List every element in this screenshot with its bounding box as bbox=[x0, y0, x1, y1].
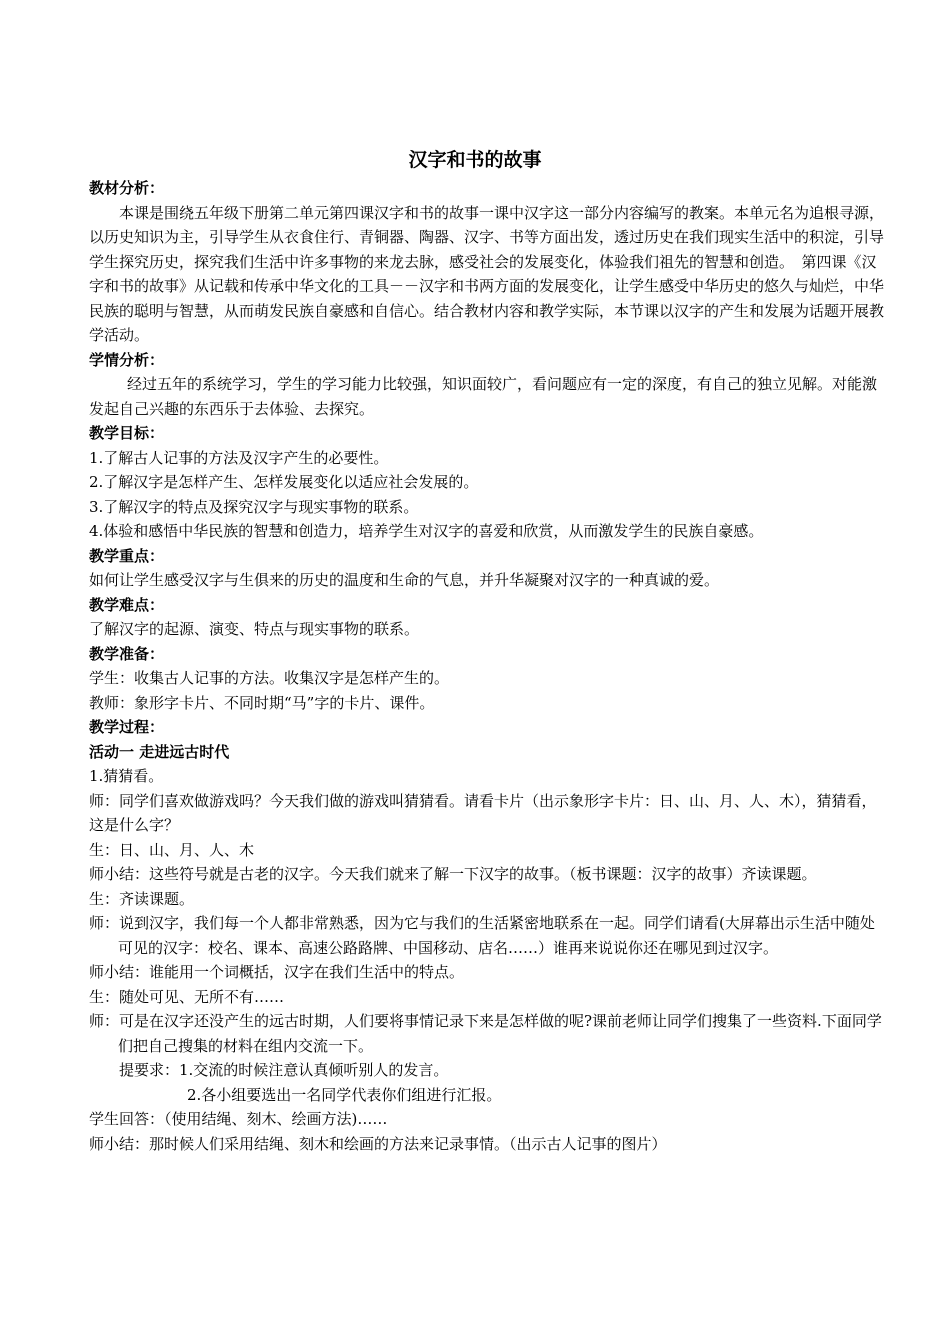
preparation-student: 学生：收集古人记事的方法。收集汉字是怎样产生的。 bbox=[89, 669, 450, 687]
analysis-heading: 教材分析： bbox=[89, 179, 165, 197]
difficulty-text: 了解汉字的起源、演变、特点与现实事物的联系。 bbox=[89, 620, 420, 638]
key-points-text: 如何让学生感受汉字与生俱来的历史的温度和生命的气息，并升华凝聚对汉字的一种真诚的爱。 bbox=[89, 571, 720, 589]
preparation-teacher: 教师：象形字卡片、不同时期“马”字的卡片、课件。 bbox=[89, 693, 435, 712]
analysis-paragraph: 本课是围绕五年级下册第二单元第四课汉字和书的故事一课中汉字这一部分内容编写的教案。本单元名为追根寻源，以历史知识为主，引导学生从衣食住行、青铜器、陶器、汉字、书等方面出发，透过历史在我们现实生活中的积淀，引导学生探究历史，探究我们生活中许多事物的来龙去脉，感受社会的发展变化，体验我们祖先的智慧和创造。 第四课《汉字和书的故事》从记载和传承中华文化的工具－－汉字和书两方面的发展变化，让学生感受中华历史的悠久与灿烂，中华民族的聪明与智慧，从而萌发民族自豪感和自信心。结合教材内容和教学实际，本节课以汉字的产生和发展为话题开展教学活动。 bbox=[89, 203, 885, 344]
process-line: 学生回答：（使用结绳、刻木、绘画方法)…… bbox=[89, 1110, 388, 1128]
goal-item: 2.了解汉字是怎样产生、怎样发展变化以适应社会发展的。 bbox=[89, 473, 479, 491]
document-title: 汉字和书的故事 bbox=[408, 149, 542, 171]
process-line: 生：日、山、月、人、木 bbox=[89, 840, 255, 859]
process-line: 提要求：1.交流的时候注意认真倾听别人的发言。 bbox=[119, 1061, 449, 1079]
student-analysis-paragraph: 经过五年的系统学习，学生的学习能力比较强，知识面较广，看问题应有一定的深度，有自己的独立见解。对能激发起自己兴趣的东西乐于去体验、去探究。 bbox=[89, 375, 878, 418]
process-line: 2.各小组要选出一名同学代表你们组进行汇报。 bbox=[187, 1085, 502, 1104]
process-line: 1.猜猜看。 bbox=[89, 767, 164, 785]
goal-item: 3.了解汉字的特点及探究汉字与现实事物的联系。 bbox=[89, 497, 419, 516]
process-line: 师小结：那时候人们采用结绳、刻木和绘画的方法来记录事情。（出示古人记事的图片） bbox=[89, 1134, 667, 1153]
process-line: 师小结：这些符号就是古老的汉字。今天我们就来了解一下汉字的故事。（板书课题：汉字的故事）齐读课题。 bbox=[89, 865, 817, 883]
process-line: 师小结：谁能用一个词概括，汉字在我们生活中的特点。 bbox=[89, 963, 465, 981]
process-heading: 教学过程： bbox=[89, 718, 165, 736]
process-line: 生：齐读课题。 bbox=[89, 889, 195, 908]
goal-item: 1.了解古人记事的方法及汉字产生的必要性。 bbox=[89, 448, 389, 467]
goals-heading: 教学目标： bbox=[89, 424, 165, 442]
student-analysis-heading: 学情分析： bbox=[89, 350, 165, 369]
goal-item: 4.体验和感悟中华民族的智慧和创造力，培养学生对汉字的喜爱和欣赏，从而激发学生的民族自豪感。 bbox=[89, 522, 764, 540]
document-body bbox=[89, 176, 889, 1156]
activity-heading: 活动一 走进远古时代 bbox=[89, 742, 230, 761]
process-line: 师：说到汉字，我们每一个人都非常熟悉，因为它与我们的生活紧密地联系在一起。同学们请看(大屏幕出示生活中随处可见的汉字：校名、课本、高速公路路牌、中国移动、店名……）谁再来说说你还在哪见到过汉字。 bbox=[89, 914, 875, 957]
process-line: 师：同学们喜欢做游戏吗？今天我们做的游戏叫猜猜看。请看卡片（出示象形字卡片：日、山、月、人、木），猜猜看，这是什么字？ bbox=[89, 791, 877, 834]
key-points-heading: 教学重点： bbox=[89, 546, 165, 565]
process-line: 师：可是在汉字还没产生的远古时期，人们要将事情记录下来是怎样做的呢?课前老师让同学们搜集了一些资料.下面同学们把自己搜集的材料在组内交流一下。 bbox=[89, 1012, 882, 1055]
preparation-heading: 教学准备： bbox=[89, 644, 165, 663]
process-line: 生：随处可见、无所不有…… bbox=[89, 987, 285, 1006]
difficulty-heading: 教学难点： bbox=[89, 595, 165, 614]
